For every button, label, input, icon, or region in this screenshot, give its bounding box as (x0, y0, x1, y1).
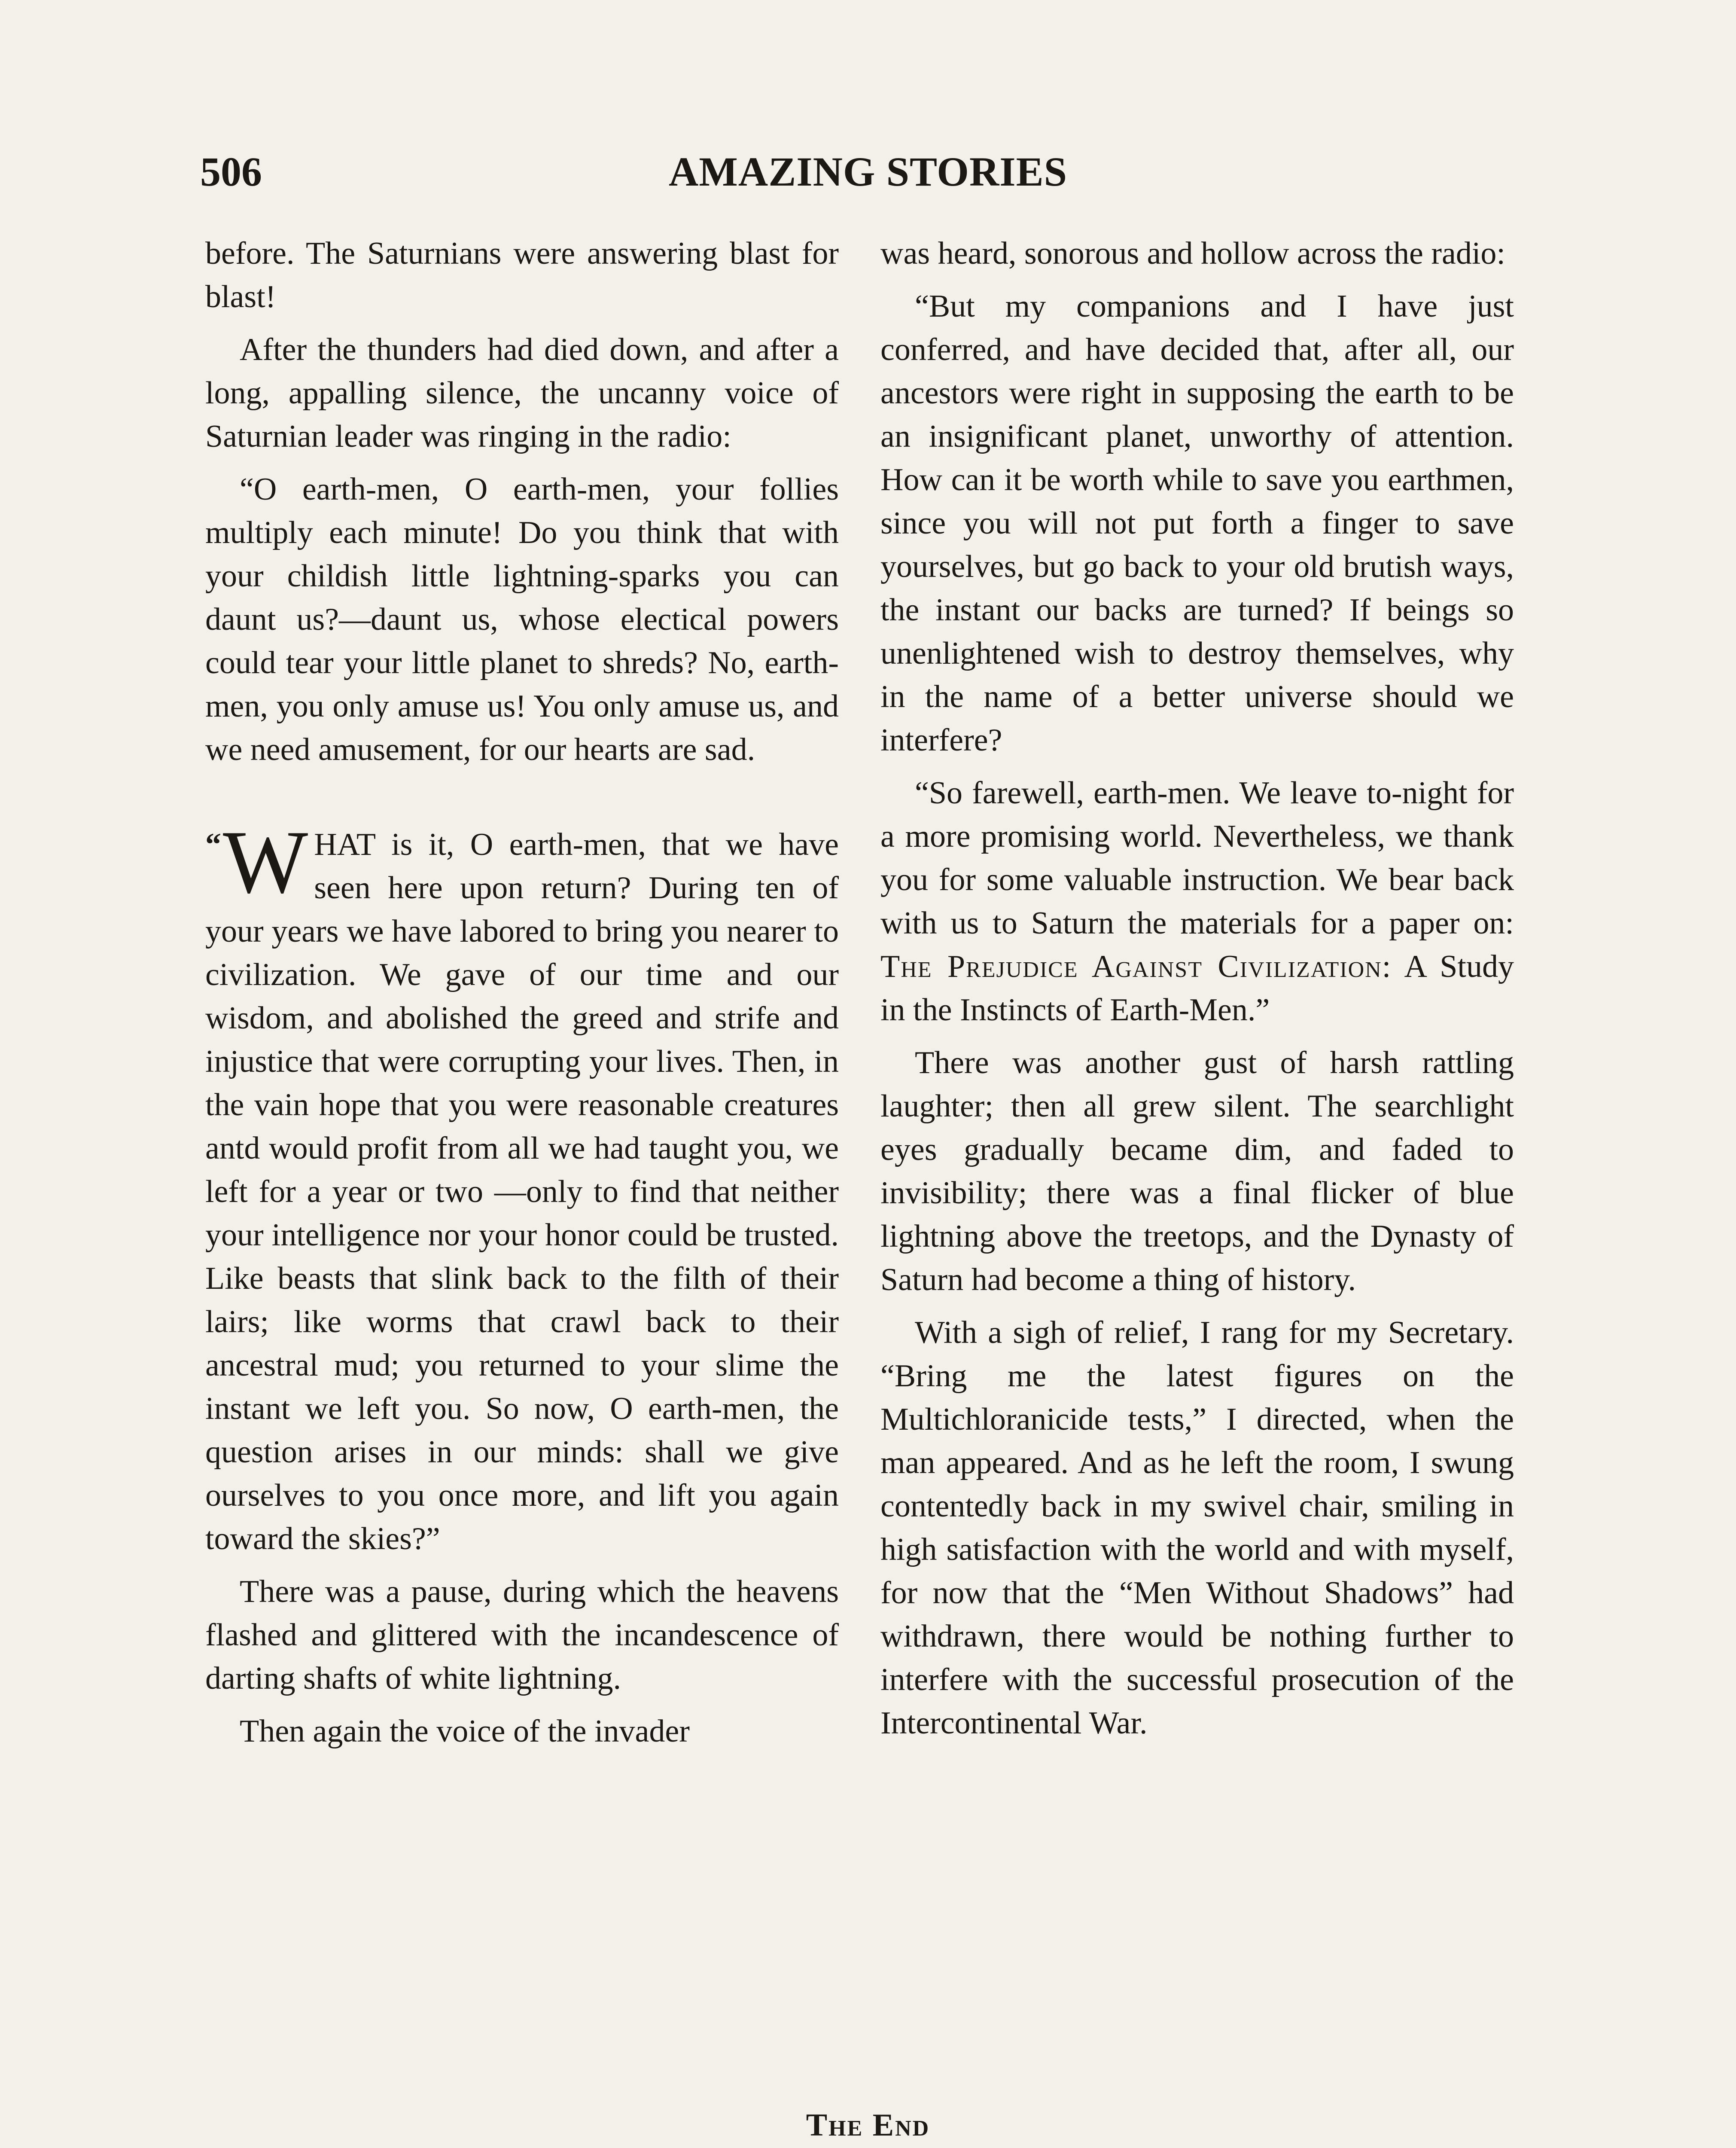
drop-cap: W (223, 812, 308, 912)
paragraph-text: “So farewell, earth-men. We leave to-night for a more promising world. Nevertheless, we thank you for some valuable instruction. We bear back with us to Saturn the materials for a paper on: (880, 775, 1514, 941)
paragraph: There was a pause, during which the heavens flashed and glittered with the incandescence of darting shafts of white lightning. (205, 1574, 839, 1696)
paragraph: After the thunders had died down, and after a long, appalling silence, the uncanny voice of Saturnian leader was ringing in the radio: (205, 332, 839, 454)
running-title: AMAZING STORIES (668, 149, 1068, 195)
paragraph: There was another gust of harsh rattling laughter; then all grew silent. The searchlight eyes gradually became dim, and faded to invisibility; there was a final flicker of blue lightning above the treetops, and the Dynasty of Saturn had become a thing of history. (880, 1045, 1514, 1297)
paper-title: The Prejudice Against Civilization: (880, 949, 1392, 984)
right-column (880, 232, 1514, 1754)
paragraph (880, 772, 1514, 1032)
paragraph: Then again the voice of the invader (240, 1714, 690, 1749)
paragraph-text-end: A Study in the Instincts of Earth-Men.” (880, 949, 1514, 1028)
paragraph: With a sigh of relief, I rang for my Secretary. “Bring me the latest figures on the Multichloranicide tests,” I directed, when the man appeared. And as he left the room, I swung contentedly back in my swivel chair, smiling in high satisfaction with the world and with myself, for now that the “Men Without Shadows” had withdrawn, there would be nothing further to interfere with the successful prosecution of the Intercontinental War. (880, 1315, 1514, 1741)
paragraph: “But my companions and I have just conferred, and have decided that, after all, our ancestors were right in supposing the earth to be an insignificant planet, unworthy of attention. How can it be worth while to save you earthmen, since you will not put forth a finger to save yourselves, but go back to your old brutish ways, the instant our backs are turned? If beings so unenlightened wish to destroy themselves, why in the name of a better universe should we interfere? (880, 289, 1514, 758)
page-header (0, 146, 1736, 198)
section-start-paragraph (205, 812, 839, 1561)
paragraph: “O earth-men, O earth-men, your follies multiply each minute! Do you think that with your childish little lightning-sparks you can daunt us?—daunt us, whose electical powers could tear your little planet to shreds? No, earth-men, you only amuse us! You only amuse us, and we need amusement, for our hearts are sad. (205, 472, 839, 767)
page-number: 506 (200, 149, 262, 195)
left-column (205, 232, 839, 1763)
open-quote: “ (205, 827, 221, 862)
paragraph: before. The Saturnians were answering blast for blast! (205, 236, 839, 314)
the-end: The End (806, 2108, 930, 2143)
paragraph-text: HAT is it, O earth-men, that we have seen here upon return? During ten of your years we have labored to bring you nearer to civilization. We gave of our time and our wisdom, and abolished the greed and strife and injustice that were corrupting your lives. Then, in the vain hope that you were reasonable creatures antd would profit from all we had taught you, we left for a year or two —only to find that neither your intelligence nor your honor could be trusted. Like beasts that slink back to the filth of their lairs; like worms that crawl back to their ancestral mud; you returned to your slime the instant we left you. So now, O earth-men, the question arises in our minds: shall we give ourselves to you once more, and lift you again toward the skies?” (205, 827, 839, 1556)
paragraph: was heard, sonorous and hollow across the radio: (880, 236, 1505, 271)
